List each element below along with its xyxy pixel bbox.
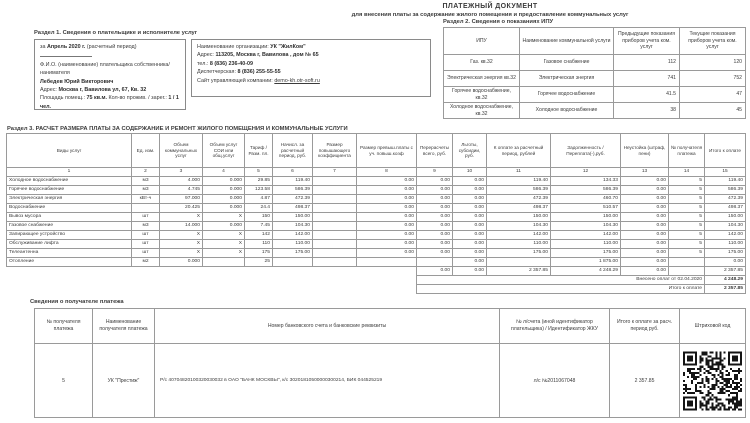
table-cell: 0.00	[453, 195, 487, 204]
table-cell: 0.000	[160, 258, 203, 267]
totals-spacer	[7, 267, 417, 276]
column-header: Наименование получателя платежа	[93, 309, 155, 344]
org-address-line	[197, 51, 425, 59]
table-row	[7, 231, 746, 240]
table-row	[444, 103, 746, 119]
column-header: 9	[417, 168, 453, 177]
table-cell: 175.00	[705, 249, 746, 258]
table-cell: 0.000	[203, 204, 245, 213]
table-cell: 175.00	[487, 249, 551, 258]
table-cell	[313, 186, 357, 195]
table-cell: 110.00	[487, 240, 551, 249]
table-cell	[357, 258, 417, 267]
table-cell: 142.00	[551, 231, 621, 240]
section2-title: Раздел 2. Сведения о показаниях ИПУ	[443, 19, 554, 25]
table-cell	[313, 249, 357, 258]
column-header: 4	[203, 168, 245, 177]
org-address-label: Адрес:	[197, 52, 214, 59]
table-cell: 460.70	[551, 195, 621, 204]
table-cell: 0.00	[357, 249, 417, 258]
table-cell: 4.745	[160, 186, 203, 195]
table-cell: 0.00	[453, 249, 487, 258]
table-cell: 0.00	[417, 249, 453, 258]
table-cell: 150.00	[551, 213, 621, 222]
organization-info-box	[191, 39, 431, 97]
table-cell: Обслуживание лифта	[7, 240, 132, 249]
ipu-header-row	[444, 28, 746, 55]
table-cell: 110.00	[551, 240, 621, 249]
table-cell: 0.00	[417, 231, 453, 240]
table-cell: 472.39	[487, 195, 551, 204]
column-header: Текущие показания приборов учета ком. услуг	[680, 28, 746, 55]
table-cell: 7.45	[245, 222, 273, 231]
table-cell: 38	[614, 103, 680, 119]
payer-address: Москва г, Вавилова ул, 67, Кв. 32	[58, 86, 147, 93]
grand-total-row	[7, 285, 746, 294]
table-cell: X	[203, 231, 245, 240]
table-cell: 4.000	[160, 177, 203, 186]
table-cell: 0.00	[621, 240, 669, 249]
table-cell: X	[203, 213, 245, 222]
table-cell: 0.00	[621, 186, 669, 195]
column-header: 15	[705, 168, 746, 177]
table-cell: 142.00	[705, 231, 746, 240]
table-row	[444, 55, 746, 71]
table-cell: шт	[132, 231, 160, 240]
table-cell: 586.39	[273, 186, 313, 195]
table-cell: X	[203, 249, 245, 258]
column-header: 11	[487, 168, 551, 177]
table-cell: 104.30	[551, 222, 621, 231]
residents-label: Кол-во прожив. / зарег.:	[108, 95, 167, 102]
table-cell: Газовое снабжение	[520, 55, 614, 71]
table-cell: 1 875.00	[551, 258, 621, 267]
table-cell: 498.37	[705, 204, 746, 213]
table-cell: 0.00	[621, 231, 669, 240]
calculation-table	[6, 133, 746, 294]
table-cell: X	[160, 249, 203, 258]
column-header: 14	[669, 168, 705, 177]
table-cell: 0.000	[203, 177, 245, 186]
billing-period-line	[40, 43, 180, 61]
period-prefix: за	[40, 44, 46, 50]
table-cell: 104.30	[273, 222, 313, 231]
table-cell: 142	[245, 231, 273, 240]
table-cell: 142.00	[273, 231, 313, 240]
column-header: № получателя платежа	[35, 309, 93, 344]
table-cell: 5	[669, 249, 705, 258]
table-cell: 123.58	[245, 186, 273, 195]
section1-title: Раздел 1. Сведения о плательщике и исполнителе услуг	[34, 30, 198, 36]
billing-period: Апрель 2020 г.	[46, 44, 86, 50]
column-header: № получателя платежа	[669, 134, 705, 168]
table-cell: Отопление	[7, 258, 132, 267]
table-cell: Электрическая энергия	[520, 71, 614, 87]
table-cell: 0.00	[417, 195, 453, 204]
payee-header-row	[35, 309, 746, 344]
table-cell: шт	[132, 213, 160, 222]
table-cell: 586.39	[705, 186, 746, 195]
payer-address-line	[40, 86, 180, 94]
table-cell	[313, 240, 357, 249]
table-cell: 586.39	[487, 186, 551, 195]
table-cell: 472.39	[705, 195, 746, 204]
table-cell: 0.00	[621, 222, 669, 231]
column-header: 8	[357, 168, 417, 177]
table-cell: 0.00	[453, 204, 487, 213]
column-header: Задолженность /Переплата(-),руб.	[551, 134, 621, 168]
column-header: 12	[551, 168, 621, 177]
table-cell: Водоснабжение	[7, 204, 132, 213]
table-cell	[313, 222, 357, 231]
table-row	[7, 258, 746, 267]
column-header: 2	[132, 168, 160, 177]
table-cell: 0.000	[203, 186, 245, 195]
table-cell: 0.00	[453, 222, 487, 231]
table-cell: 119.40	[705, 177, 746, 186]
column-header: Предыдущие показания приборов учета ком. услуг	[614, 28, 680, 55]
table-cell: 0.00	[621, 258, 669, 267]
paid-row	[7, 276, 746, 285]
table-cell: 29.85	[245, 177, 273, 186]
payer-address-label: Адрес:	[40, 86, 57, 93]
table-cell: 104.30	[705, 222, 746, 231]
table-row	[7, 249, 746, 258]
table-cell: шт	[132, 249, 160, 258]
table-cell: 0.00	[621, 195, 669, 204]
table-cell	[487, 258, 551, 267]
column-header: 13	[621, 168, 669, 177]
org-name-label: Наименование организации:	[197, 44, 269, 50]
payee-bank-details: Р/с 40704820100320030032 в ОАО "БАНК МОСКВЫ", к/с 30201810500000300214, БИК 044525219	[155, 344, 500, 418]
org-name-line	[197, 43, 425, 51]
table-cell: 97.000	[160, 195, 203, 204]
table-cell: Горячее водоснабжение	[520, 87, 614, 103]
org-address: 113205, Москва г, Вавилова , дом № 65	[215, 52, 319, 59]
paid-value: 4 248.29	[705, 276, 746, 285]
table-cell: 150.00	[273, 213, 313, 222]
calc-header-row	[7, 134, 746, 168]
column-header: 1	[7, 168, 132, 177]
table-cell	[313, 177, 357, 186]
table-cell: 0.00	[417, 213, 453, 222]
table-cell	[132, 204, 160, 213]
table-cell: Запирающее устройство	[7, 231, 132, 240]
org-phone: 8 (836) 236-40-09	[209, 60, 254, 67]
table-cell: 47	[680, 87, 746, 103]
table-row	[7, 240, 746, 249]
column-header: Итого к оплате за расч. период руб.	[610, 309, 680, 344]
table-cell	[313, 213, 357, 222]
area-value: 75 кв.м.	[86, 95, 108, 102]
barcode-cell	[680, 344, 746, 418]
table-cell: 119.40	[487, 177, 551, 186]
table-cell: 134.33	[551, 177, 621, 186]
table-cell: 45	[680, 103, 746, 119]
table-cell: 150.00	[705, 213, 746, 222]
table-cell: 0.00	[453, 186, 487, 195]
table-cell: Электрическая энергия кв.32	[444, 71, 520, 87]
document-header	[240, 3, 740, 18]
table-cell: 0.00	[621, 204, 669, 213]
grand-total-value: 2 357.85	[705, 285, 746, 294]
table-cell: Холодное водоснабжение	[520, 103, 614, 119]
grand-total-spacer	[7, 285, 417, 294]
column-header: Виды услуг	[7, 134, 132, 168]
table-cell: 0.00	[453, 258, 487, 267]
table-cell: 0.00	[357, 195, 417, 204]
payer-fio-label: Ф.И.О. (наименование) плательщика собственника/нанимателя	[40, 61, 170, 77]
table-cell: 150.00	[487, 213, 551, 222]
table-cell: м3	[132, 177, 160, 186]
table-cell: 5	[669, 222, 705, 231]
table-cell	[313, 258, 357, 267]
table-cell: Холодное водоснабжение	[7, 177, 132, 186]
table-cell: 0.00	[357, 222, 417, 231]
table-cell: Холодное водоснабжение, кв.32	[444, 103, 520, 119]
table-cell: 120	[680, 55, 746, 71]
column-header: Штриховой код	[680, 309, 746, 344]
table-cell: Газовое снабжение	[7, 222, 132, 231]
table-cell: Горячее водоснабжение	[7, 186, 132, 195]
column-header: Ед. изм.	[132, 134, 160, 168]
table-cell: 175.00	[551, 249, 621, 258]
org-phone-label: тел.:	[197, 60, 209, 67]
table-cell: 0.00	[417, 177, 453, 186]
payer-fio: Лебедев Юрий Викторович	[40, 78, 114, 85]
paid-label: Внесено оплат от 02.04.2020	[417, 276, 705, 285]
column-header: 10	[453, 168, 487, 177]
table-row	[444, 87, 746, 103]
totals-due: 2 357.85	[487, 267, 551, 276]
org-name: УК "ЖилКом"	[270, 44, 306, 50]
table-cell: 0.00	[621, 177, 669, 186]
column-header: К оплате за расчетный период, рублей	[487, 134, 551, 168]
totals-receiver	[669, 267, 705, 276]
column-header: Льготы, субсидии, руб.	[453, 134, 487, 168]
table-cell: м2	[132, 258, 160, 267]
column-header: Неустойка (штраф, пени)	[621, 134, 669, 168]
table-cell: 0.00	[621, 249, 669, 258]
table-cell	[203, 258, 245, 267]
org-site-link: demo-kh.otr-soft.ru	[274, 77, 320, 84]
period-note: (расчетный период)	[86, 44, 137, 50]
table-cell: 0.00	[453, 213, 487, 222]
table-cell: X	[160, 213, 203, 222]
table-cell: м3	[132, 186, 160, 195]
table-cell: 498.37	[273, 204, 313, 213]
table-cell: 0.00	[453, 231, 487, 240]
table-row	[7, 177, 746, 186]
column-header: Тариф / Разм. пл.	[245, 134, 273, 168]
column-header: 6	[273, 168, 313, 177]
table-cell: 5	[669, 240, 705, 249]
column-header: Номер банковского счета и банковские реквизиты	[155, 309, 500, 344]
table-cell: 24.4	[245, 204, 273, 213]
totals-total: 2 357.85	[705, 267, 746, 276]
org-site-label: Сайт управляющей компании:	[197, 77, 273, 84]
table-cell: 4.87	[245, 195, 273, 204]
blank-line	[40, 51, 92, 57]
column-header: Итого к оплате	[705, 134, 746, 168]
table-cell: 0.00	[621, 213, 669, 222]
column-header: Перерасчеты всего, руб.	[417, 134, 453, 168]
column-header: 5	[245, 168, 273, 177]
table-cell: кВт-ч	[132, 195, 160, 204]
payee-table	[34, 308, 746, 418]
table-cell: Вывоз мусора	[7, 213, 132, 222]
table-cell: м3	[132, 222, 160, 231]
org-dispatch-line	[197, 68, 425, 76]
column-header: Объем услуг СОИ или общ.услуг	[203, 134, 245, 168]
org-dispatch-label: Диспетчерская:	[197, 69, 236, 76]
table-cell: 5	[669, 213, 705, 222]
qr-code	[683, 351, 742, 411]
table-cell	[313, 195, 357, 204]
table-cell: 41.5	[614, 87, 680, 103]
table-cell: 110.00	[705, 240, 746, 249]
column-header: ИПУ	[444, 28, 520, 55]
table-cell: 0.00	[417, 222, 453, 231]
table-cell: 110	[245, 240, 273, 249]
table-cell: 0.00	[357, 240, 417, 249]
table-row	[7, 213, 746, 222]
table-cell: X	[160, 240, 203, 249]
table-cell: 0.00	[417, 204, 453, 213]
table-cell: 0.00	[357, 204, 417, 213]
payee-name: УК "Престиж"	[93, 344, 155, 418]
org-dispatch-phone: 8 (836) 255-55-55	[237, 69, 281, 76]
table-cell: 0.000	[203, 195, 245, 204]
table-cell: 0.00	[453, 177, 487, 186]
table-cell: 175	[245, 249, 273, 258]
totals-recalc: 0.00	[417, 267, 453, 276]
ipu-readings-table	[443, 27, 746, 119]
table-cell: 20.425	[160, 204, 203, 213]
payee-account: л/с №2011067048	[500, 344, 610, 418]
table-cell: 104.30	[487, 222, 551, 231]
area-label: Площадь помещ.:	[40, 95, 86, 102]
totals-penalty: 0.00	[621, 267, 669, 276]
calc-column-numbers-row	[7, 168, 746, 177]
table-cell: 142.00	[487, 231, 551, 240]
table-cell: 586.39	[551, 186, 621, 195]
section4-title: Сведения о получателе платежа	[30, 299, 124, 305]
table-cell: X	[203, 240, 245, 249]
table-cell: 14.000	[160, 222, 203, 231]
table-cell: 0.00	[357, 177, 417, 186]
table-cell: 5	[669, 231, 705, 240]
table-cell: 0.00	[453, 240, 487, 249]
payer-info-box	[34, 39, 186, 110]
table-cell	[313, 231, 357, 240]
payer-area-line	[40, 94, 180, 111]
table-cell: 5	[669, 186, 705, 195]
table-cell: 0.00	[417, 186, 453, 195]
table-cell: 25	[245, 258, 273, 267]
table-cell: 5	[669, 195, 705, 204]
table-cell: 5	[669, 177, 705, 186]
table-cell: 112	[614, 55, 680, 71]
table-cell: 741	[614, 71, 680, 87]
table-cell: 472.39	[273, 195, 313, 204]
table-cell: 0.00	[417, 240, 453, 249]
section3-title: Раздел 3. РАСЧЕТ РАЗМЕРА ПЛАТЫ ЗА СОДЕРЖАНИЕ И РЕМОНТ ЖИЛОГО ПОМЕЩЕНИЯ И КОММУНАЛЬНЫЕ УСЛУГИ	[7, 126, 348, 132]
paid-spacer	[7, 276, 417, 285]
column-header: Объем коммунальных услуг	[160, 134, 203, 168]
table-row	[7, 195, 746, 204]
column-header: № л/счета (иной идентификатор плательщика) / Идентификатор ЖКУ	[500, 309, 610, 344]
column-header: 7	[313, 168, 357, 177]
document-title: ПЛАТЕЖНЫЙ ДОКУМЕНТ	[442, 3, 538, 10]
payee-row	[35, 344, 746, 418]
residents-value: 1 / 1 чел.	[40, 95, 179, 110]
payee-number: 5	[35, 344, 93, 418]
totals-debt: 4 248.29	[551, 267, 621, 276]
table-cell	[669, 258, 705, 267]
totals-benefits: 0.00	[453, 267, 487, 276]
table-cell: 119.40	[273, 177, 313, 186]
table-cell: X	[160, 231, 203, 240]
table-cell: 110.00	[273, 240, 313, 249]
column-header: Наименование коммунальной услуги	[520, 28, 614, 55]
table-row	[444, 71, 746, 87]
table-cell	[313, 204, 357, 213]
table-cell: 175.00	[273, 249, 313, 258]
table-cell	[417, 258, 453, 267]
table-cell	[273, 258, 313, 267]
table-cell: Газ. кв.32	[444, 55, 520, 71]
column-header: 3	[160, 168, 203, 177]
table-cell: Телеантенна	[7, 249, 132, 258]
table-cell: 498.37	[487, 204, 551, 213]
column-header: Размер повышающего коэффициента	[313, 134, 357, 168]
table-row	[7, 186, 746, 195]
table-row	[7, 222, 746, 231]
table-cell: 510.57	[551, 204, 621, 213]
table-cell: 0.00	[357, 186, 417, 195]
document-subtitle: для внесения платы за содержание жилого помещения и предоставление коммунальных услуг	[351, 12, 629, 18]
column-header: Начисл. за расчетный период, руб.	[273, 134, 313, 168]
org-site-line	[197, 77, 425, 85]
payee-total: 2 357.85	[610, 344, 680, 418]
table-cell: Электрическая энергия	[7, 195, 132, 204]
table-cell: 0.00	[357, 213, 417, 222]
table-cell: 0.00	[705, 258, 746, 267]
table-cell: Горячее водоснабжение, кв.32	[444, 87, 520, 103]
table-cell: 5	[669, 204, 705, 213]
table-cell: 150	[245, 213, 273, 222]
table-row	[7, 204, 746, 213]
table-cell: 0.000	[203, 222, 245, 231]
table-cell: 752	[680, 71, 746, 87]
table-cell: шт	[132, 240, 160, 249]
column-header: Размер превыш.платы с уч. повыш.коэф	[357, 134, 417, 168]
totals-row	[7, 267, 746, 276]
table-cell: 0.00	[357, 231, 417, 240]
org-phone-line	[197, 60, 425, 68]
grand-total-label: Итого к оплате	[417, 285, 705, 294]
